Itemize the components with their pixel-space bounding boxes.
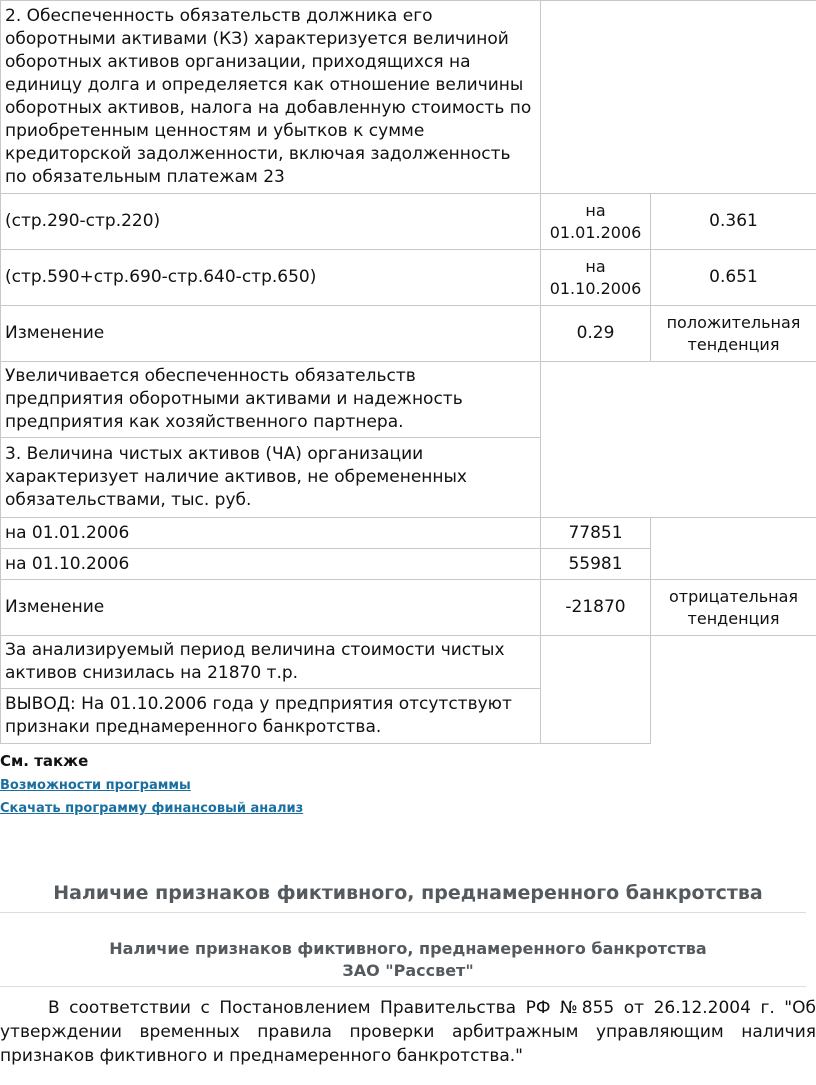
- kz-conclusion: Увеличивается обеспеченность обязательств предприятия оборотными активами и надежность предприятия как хозяйственного партнера.: [1, 362, 541, 438]
- empty-cell: [651, 636, 816, 744]
- ca-row-value: 55981: [541, 549, 651, 580]
- ca-change-value: -21870: [541, 580, 651, 636]
- section2-title-cell: 2. Обеспеченность обязательств должника его оборотными активами (КЗ) характеризуется величиной оборотных активов организации, приходящихся на единицу долга и определяется как отношение величины оборотных активов, налога на добавленную стоимость по приобретенным ценностям и убытков к сумме кредиторской задолженности, включая задолженность по обязательным платежам 23: [1, 1, 541, 194]
- divider: [0, 986, 806, 987]
- subheading-line1: Наличие признаков фиктивного, преднамеренного банкротства: [109, 939, 707, 958]
- link-download-program[interactable]: Скачать программу финансовый анализ: [0, 801, 304, 816]
- kz-change-label: Изменение: [1, 306, 541, 362]
- ca-row-label: на 01.01.2006: [1, 518, 541, 549]
- ca-conclusion: За анализируемый период величина стоимости чистых активов снизилась на 21870 т.р.: [1, 636, 541, 689]
- empty-cell: [541, 1, 816, 194]
- empty-cell: [651, 518, 816, 580]
- empty-cell: [541, 362, 816, 518]
- section-heading: Наличие признаков фиктивного, преднамеренного банкротства: [53, 882, 763, 904]
- kz-row-label: (стр.290-стр.220): [1, 194, 541, 250]
- see-also-title: См. также: [0, 752, 89, 770]
- link-program-features[interactable]: Возможности программы: [0, 778, 191, 793]
- ca-row-label: на 01.10.2006: [1, 549, 541, 580]
- section3-title-cell: 3. Величина чистых активов (ЧА) организации характеризует наличие активов, не обремененных обязательствами, тыс. руб.: [1, 438, 541, 518]
- kz-row-value: 0.361: [651, 194, 816, 250]
- divider: [0, 912, 806, 913]
- kz-row-label: (стр.590+стр.690-стр.640-стр.650): [1, 250, 541, 306]
- empty-cell: [541, 636, 651, 744]
- intro-paragraph: В соответствии с Постановлением Правительства РФ №855 от 26.12.2004 г. "Об утверждении временных правила проверки арбитражным управляющим наличия признаков фиктивного и преднамеренного банкротства.": [0, 998, 816, 1066]
- kz-row-value: 0.651: [651, 250, 816, 306]
- ca-change-label: Изменение: [1, 580, 541, 636]
- kz-change-trend: положительная тенденция: [651, 306, 816, 362]
- ca-row-value: 77851: [541, 518, 651, 549]
- kz-row-date: на 01.01.2006: [541, 194, 651, 250]
- subheading-line2: ЗАО "Рассвет": [342, 961, 474, 980]
- kz-row-date: на 01.10.2006: [541, 250, 651, 306]
- ca-change-trend: отрицательная тенденция: [651, 580, 816, 636]
- kz-change-value: 0.29: [541, 306, 651, 362]
- final-conclusion: ВЫВОД: На 01.10.2006 года у предприятия отсутствуют признаки преднамеренного банкротства.: [1, 689, 541, 744]
- section-subheading: [0, 938, 816, 982]
